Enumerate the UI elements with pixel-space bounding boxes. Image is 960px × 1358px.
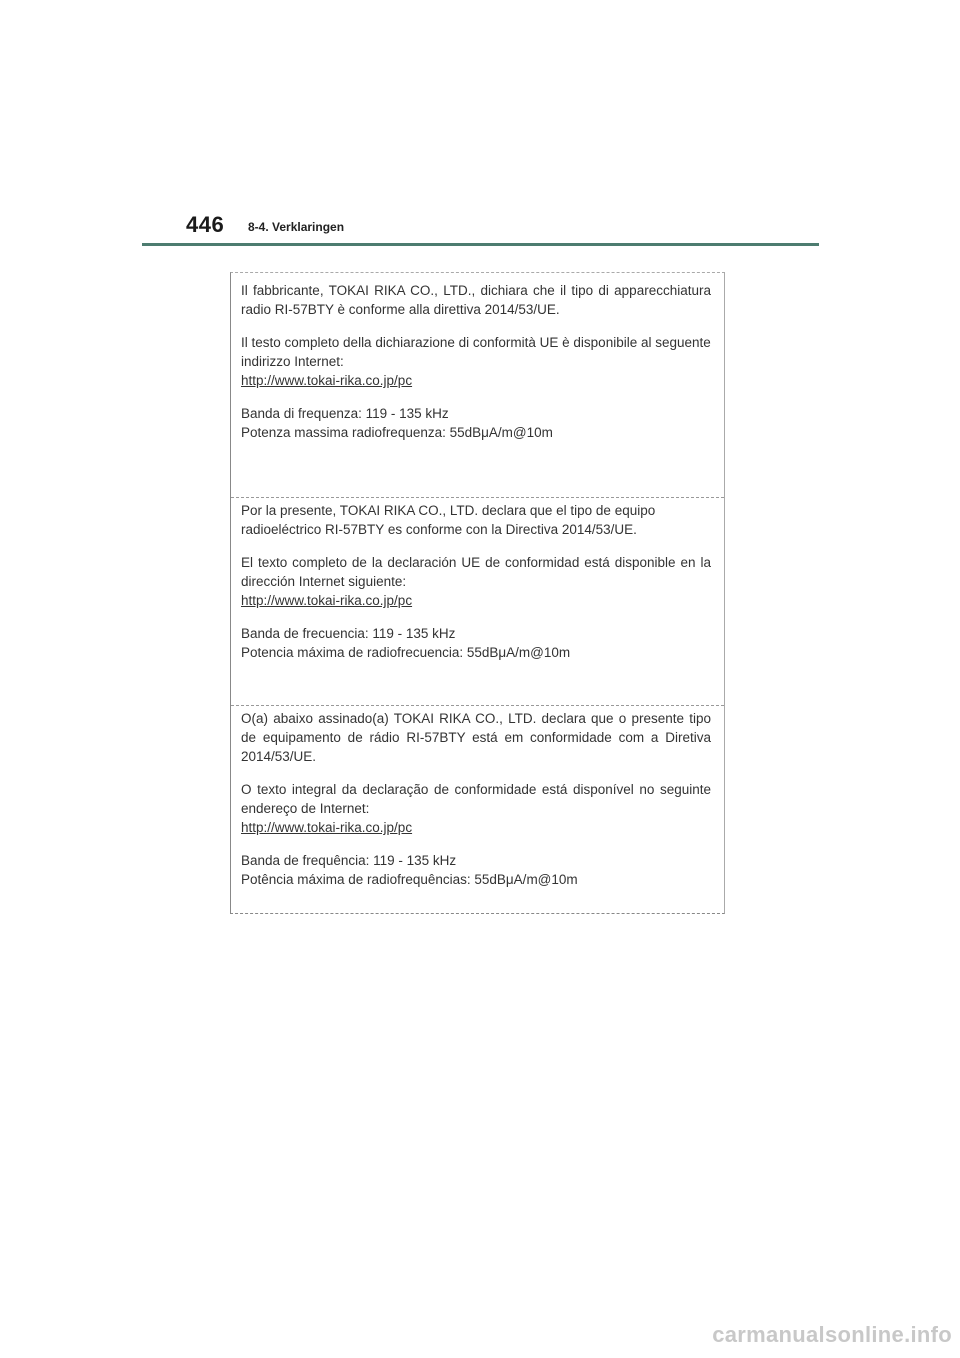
availability-text: O texto integral da declaração de conformidade está disponível no seguinte endereço de Internet:: [241, 782, 711, 816]
site-watermark: carmanualsonline.info: [712, 1322, 952, 1347]
declaration-link[interactable]: http://www.tokai-rika.co.jp/pc: [241, 820, 413, 835]
declaration-link[interactable]: http://www.tokai-rika.co.jp/pc: [241, 373, 413, 388]
declaration-italian: [241, 281, 711, 456]
page-number: 446: [186, 212, 225, 237]
max-power: Potência máxima de radiofrequências: 55dBμA/m@10m: [241, 872, 578, 887]
declaration-text: Por la presente, TOKAI RIKA CO., LTD. declara que el tipo de equipo radioeléctrico RI-57BTY es conforme con la Directiva 2014/53/UE.: [241, 503, 656, 537]
declaration-portuguese: [241, 709, 711, 903]
frequency-band: Banda de frecuencia: 119 - 135 kHz: [241, 626, 456, 641]
availability-text: Il testo completo della dichiarazione di conformità UE è disponibile al seguente indirizzo Internet:: [241, 335, 711, 369]
page-header: [0, 0, 960, 250]
declaration-text: O(a) abaixo assinado(a) TOKAI RIKA CO., LTD. declara que o presente tipo de equipamento de rádio RI-57BTY está em conformidade com a Diretiva 2014/53/UE.: [241, 711, 711, 764]
section-divider: [231, 705, 724, 706]
section-divider: [231, 497, 724, 498]
frequency-band: Banda de frequência: 119 - 135 kHz: [241, 853, 457, 868]
header-rule: [142, 243, 819, 246]
max-power: Potenza massima radiofrequenza: 55dBμA/m@10m: [241, 425, 553, 440]
availability-text: El texto completo de la declaración UE de conformidad está disponible en la dirección Internet siguiente:: [241, 555, 711, 589]
frequency-band: Banda di frequenza: 119 - 135 kHz: [241, 406, 449, 421]
section-title: 8-4. Verklaringen: [248, 220, 345, 234]
declaration-link[interactable]: http://www.tokai-rika.co.jp/pc: [241, 593, 413, 608]
max-power: Potencia máxima de radiofrecuencia: 55dBμA/m@10m: [241, 645, 571, 660]
declaration-scan: [230, 272, 725, 914]
declaration-text: Il fabbricante, TOKAI RIKA CO., LTD., dichiara che il tipo di apparecchiatura radio RI-57BTY è conforme alla direttiva 2014/53/UE.: [241, 283, 711, 317]
declaration-spanish: [241, 501, 711, 676]
